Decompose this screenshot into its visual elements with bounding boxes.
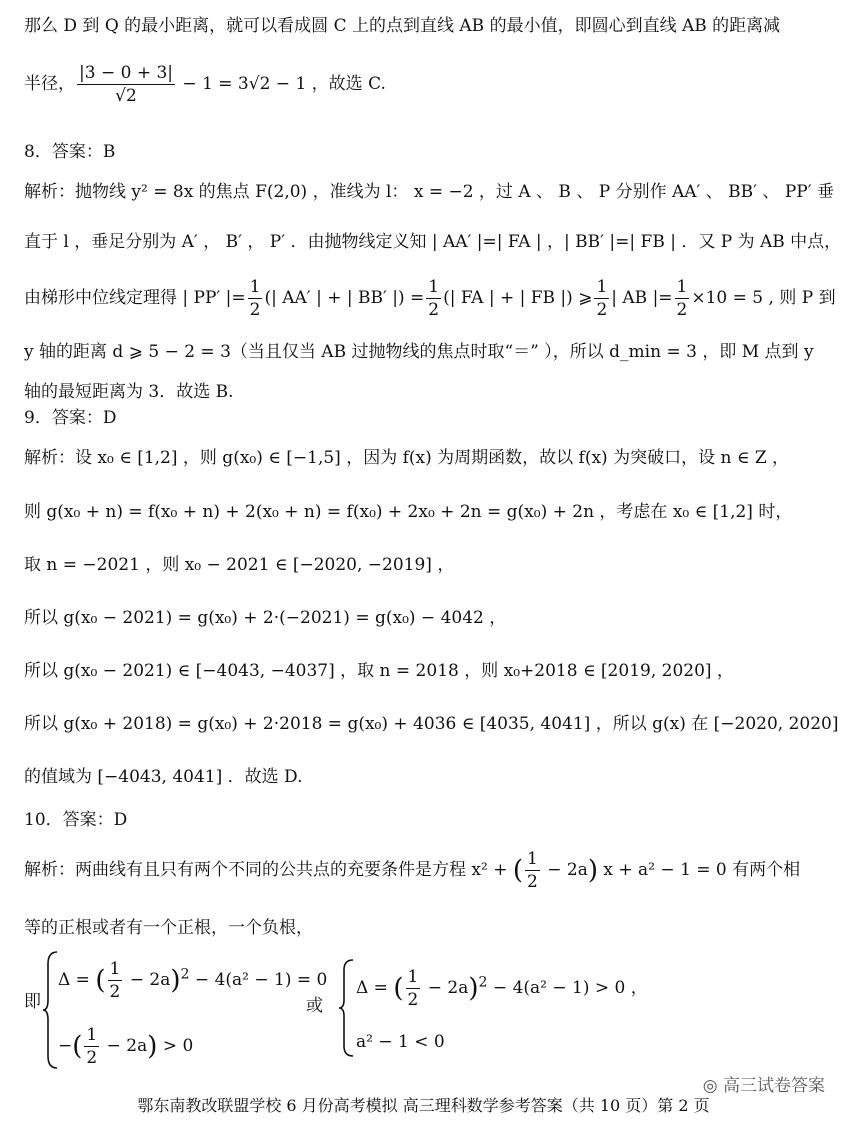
text-fragment: x + a² − 1 = 0 有两个相 [603,860,801,880]
fraction-numerator: |3 − 0 + 3| [79,63,174,83]
text-line: 解析：设 x₀ ∈ [1,2] ，则 g(x₀) ∈ [−1,5] ，因为 f(x) 为周期函数，故以 f(x) 为突破口，设 n ∈ Z ， [24,448,790,468]
fraction-denominator: 2 [527,872,538,892]
text-line: 所以 g(x₀ + 2018) = g(x₀) + 2·2018 = g(x₀) + 4036 ∈ [4035, 4041] ，所以 g(x) 在 [−2020, 2020] [24,714,839,734]
paren-close: ) [587,855,599,886]
text-fragment: − 2a [541,860,588,880]
fraction [594,276,609,321]
text-line: 直于 l ，垂足分别为 A′ ， B′ ， P′ ．由抛物线定义知 | AA′ |=| FA | ，| BB′ |=| FB | ．又 P 为 AB 中点， [24,232,842,252]
text-fragment: (| FA | + | FB |) ⩾ [443,288,593,308]
fraction-numerator: 1 [407,967,419,987]
fraction-numerator: 1 [676,277,688,297]
fraction [84,1024,99,1069]
fraction-denominator: 2 [428,300,440,320]
text-fragment: − 2a [124,970,171,990]
text-line: 那么 D 到 Q 的最小距离，就可以看成圆 C 上的点到直线 AB 的最小值，即圆心到直线 AB 的距离减 [24,16,781,36]
text-fragment: − 1 = 3√2 − 1 ，故选 C. [177,74,386,94]
text-line: 所以 g(x₀ − 2021) ∈ [−4043, −4037] ，取 n = 2018 ，则 x₀+2018 ∈ [2019, 2020] ， [24,661,734,681]
text-fragment: > 0 [157,1036,194,1056]
exponent: 2 [180,966,190,983]
text-line: 等的正根或者有一个正根，一个负根， [24,918,313,938]
text-fragment: | AB |= [611,288,673,308]
text-fragment: (| AA′ | + | BB′ |) = [264,288,425,308]
system-label: 即 [24,992,41,1012]
fraction-denominator: 2 [86,1048,98,1068]
text-line: 解析：抛物线 y² = 8x 的焦点 F(2,0) ，准线为 l： x = −2 ，过 A 、 B 、 P 分别作 AA′ 、 BB′ 、 PP′ 垂 [24,182,834,202]
brace-left-2 [338,958,356,1058]
system2-row2: a² − 1 < 0 [356,1032,445,1052]
paren-open: ( [72,1031,83,1062]
fraction-numerator: 1 [596,277,608,297]
fraction-denominator: 2 [596,300,608,320]
fraction [525,848,540,893]
fraction [406,966,421,1011]
answer-heading: 9．答案：D [24,408,117,428]
fraction-numerator: 1 [249,277,261,297]
fraction [426,276,441,321]
system-connector: 或 [306,996,323,1016]
paren-open: ( [512,855,524,886]
text-fragment: − 4(a² − 1) > 0 ， [487,978,648,998]
exponent: 2 [478,974,488,991]
fraction [248,276,263,321]
system1-row1 [58,958,327,1003]
paren-open: ( [95,965,106,996]
text-fragment: 解析：两曲线有且只有两个不同的公共点的充要条件是方程 x² + [24,860,508,880]
text-line: 取 n = −2021 ，则 x₀ − 2021 ∈ [−2020, −2019] ， [24,555,455,575]
text-fragment: Δ = [356,978,388,998]
fraction-numerator: 1 [109,959,121,979]
text-line [24,276,836,321]
paren-close: ) [170,965,181,996]
text-fragment: − 2a [422,978,469,998]
fraction-numerator: 1 [86,1025,98,1045]
text-line: 所以 g(x₀ − 2021) = g(x₀) + 2·(−2021) = g(x₀) − 4042 ， [24,608,507,628]
text-fragment: − [58,1036,73,1056]
fraction [77,62,175,107]
text-line: 的值域为 [−4043, 4041] ．故选 D. [24,767,303,787]
text-line: 轴的最短距离为 3．故选 B. [24,382,234,402]
text-fragment: 半径， [24,74,75,94]
answer-heading: 10．答案：D [24,810,128,830]
fraction [675,276,690,321]
text-fragment: ×10 = 5 , 则 P 到 [691,288,836,308]
fraction-denominator: 2 [109,982,121,1002]
fraction [108,958,123,1003]
fraction-denominator: 2 [249,300,261,320]
paren-close: ) [147,1031,158,1062]
paren-close: ) [468,973,479,1004]
watermark-text: 高三试卷答案 [723,1076,825,1096]
text-fragment: Δ = [58,970,90,990]
paren-open: ( [393,973,404,1004]
text-line: 则 g(x₀ + n) = f(x₀ + n) + 2(x₀ + n) = f(x₀) + 2x₀ + 2n = g(x₀) + 2n ，考虑在 x₀ ∈ [1,2] 时， [24,502,793,522]
text-fragment: 由梯形中位线定理得 | PP′ |= [24,288,246,308]
answer-heading: 8．答案：B [24,142,116,162]
fraction-denominator: √2 [115,86,137,106]
wechat-icon: ◎ [702,1076,718,1096]
text-fragment: − 4(a² − 1) = 0 [189,970,328,990]
text-line: y 轴的距离 d ⩾ 5 − 2 = 3（当且仅当 AB 过抛物线的焦点时取“＝” ），所以 d_min = 3 ，即 M 点到 y [24,342,814,362]
text-line [24,848,800,893]
system2-row1 [356,966,648,1011]
fraction-numerator: 1 [428,277,440,297]
text-line [24,62,386,107]
page-footer: 鄂东南教改联盟学校 6 月份高考模拟 高三理科数学参考答案（共 10 页）第 2 页 [137,1096,710,1115]
fraction-numerator: 1 [527,849,538,869]
fraction-denominator: 2 [676,300,688,320]
fraction-denominator: 2 [407,990,419,1010]
text-fragment: − 2a [101,1036,148,1056]
system1-row2 [58,1024,193,1069]
